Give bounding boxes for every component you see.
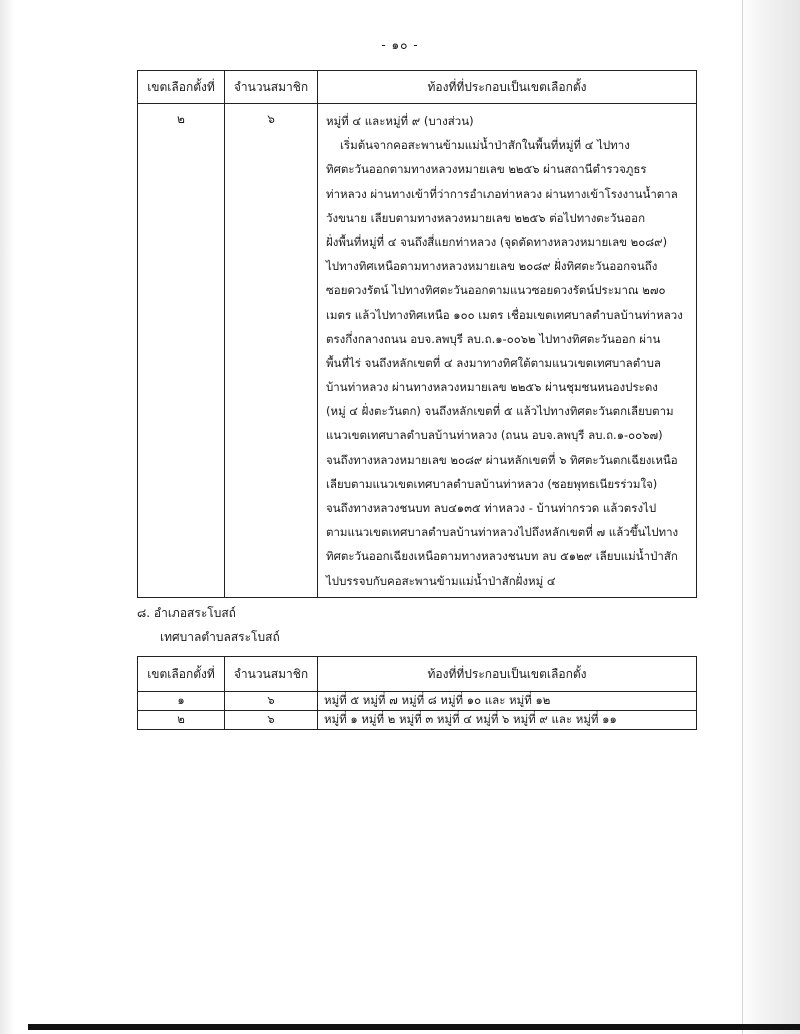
column-header-members: จำนวนสมาชิก: [225, 71, 318, 104]
column-header-district: เขตเลือกตั้งที่: [138, 657, 225, 692]
area-line: (หมู่ ๔ ฝั่งตะวันตก) จนถึงหลักเขตที่ ๕ แล้วไปทางทิศตะวันตกเลียบตาม: [326, 404, 674, 419]
scan-fold-line: [742, 0, 743, 1034]
area-line: เมตร แล้วไปทางทิศเหนือ ๑๐๐ เมตร เชื่อมเขตเทศบาลตำบลบ้านท่าหลวง: [326, 307, 683, 322]
section-subheading: เทศบาลตำบลสระโบสถ์: [160, 630, 280, 644]
area-line: จนถึงทางหลวงชนบท ลบ๔๑๓๕ ท่าหลวง - บ้านท่ากรวด แล้วตรงไป: [326, 501, 657, 515]
area-line: หมู่ที่ ๔ และหมู่ที่ ๙ (บางส่วน): [326, 114, 474, 128]
table-header-row: [138, 71, 697, 104]
table-row: [138, 711, 697, 730]
area-line: ทิศตะวันออกเฉียงเหนือตามทางหลวงชนบท ลบ ๕๑๒๙ เลียบแม่น้ำป่าสัก: [326, 549, 678, 564]
member-count: ๖: [225, 711, 318, 730]
area-description: หมู่ที่ ๑ หมู่ที่ ๒ หมู่ที่ ๓ หมู่ที่ ๔ หมู่ที่ ๖ หมู่ที่ ๙ และ หมู่ที่ ๑๑: [318, 711, 697, 730]
column-header-district: เขตเลือกตั้งที่: [138, 71, 225, 104]
scan-right-margin: [740, 0, 800, 1034]
table-row: [138, 692, 697, 711]
page-number: - ๑๐ -: [381, 38, 419, 52]
district-number: ๒: [138, 104, 225, 598]
area-description: [318, 104, 697, 598]
area-line: วังขนาย เลียบตามทางหลวงหมายเลข ๒๒๕๖ ต่อไปทางตะวันออก: [326, 210, 646, 225]
area-line: เลียบตามแนวเขตเทศบาลตำบลบ้านท่าหลวง (ซอยพุทธเนียรร่วมใจ): [326, 476, 658, 491]
member-count: ๖: [225, 104, 318, 598]
area-line: ฝั่งพื้นที่หมู่ที่ ๔ จนถึงสี่แยกท่าหลวง (จุดตัดทางหลวงหมายเลข ๒๐๘๙): [326, 234, 668, 249]
district-table-lower: [137, 656, 697, 730]
table-header-row: [138, 657, 697, 692]
area-line: จนถึงทางหลวงหมายเลข ๒๐๘๙ ผ่านหลักเขตที่ ๖ ทิศตะวันตกเฉียงเหนือ: [326, 452, 678, 467]
scan-bottom-edge: [28, 1024, 800, 1030]
page-edge-shadow: [0, 0, 14, 1034]
area-line: แนวเขตเทศบาลตำบลบ้านท่าหลวง (ถนน อบจ.ลพบุรี ลบ.ถ.๑-๐๐๖๗): [326, 428, 663, 443]
column-header-members: จำนวนสมาชิก: [225, 657, 318, 692]
table-row: [138, 104, 697, 598]
area-line: ตามแนวเขตเทศบาลตำบลบ้านท่าหลวงไปถึงหลักเขตที่ ๗ แล้วขึ้นไปทาง: [326, 525, 679, 540]
district-table-upper: [137, 70, 697, 598]
area-line: เริ่มต้นจากคอสะพานข้ามแม่น้ำป่าสักในพื้นที่หมู่ที่ ๔ ไปทาง: [340, 138, 630, 153]
column-header-area: ท้องที่ที่ประกอบเป็นเขตเลือกตั้ง: [318, 657, 697, 692]
district-number: ๒: [138, 711, 225, 730]
area-line: บ้านท่าหลวง ผ่านทางหลวงหมายเลข ๒๒๕๖ ผ่านชุมชนหนองประดง: [326, 380, 658, 395]
column-header-area: ท้องที่ที่ประกอบเป็นเขตเลือกตั้ง: [318, 71, 697, 104]
district-number: ๑: [138, 692, 225, 711]
area-line: ตรงกึ่งกลางถนน อบจ.ลพบุรี ลบ.ถ.๑-๐๐๖๒ ไปทางทิศตะวันออก ผ่าน: [326, 331, 661, 346]
area-line: ทิศตะวันออกตามทางหลวงหมายเลข ๒๒๕๖ ผ่านสถานีตำรวจภูธร: [326, 162, 647, 177]
area-description: หมู่ที่ ๕ หมู่ที่ ๗ หมู่ที่ ๘ หมู่ที่ ๑๐ และ หมู่ที่ ๑๒: [318, 692, 697, 711]
area-line: ซอยดวงรัตน์ ไปทางทิศตะวันออกตามแนวซอยดวงรัตน์ประมาณ ๒๗๐: [326, 283, 666, 298]
area-line: ท่าหลวง ผ่านทางเข้าที่ว่าการอำเภอท่าหลวง ผ่านทางเข้าโรงงานน้ำตาล: [326, 186, 678, 201]
section-heading: ๘. อำเภอสระโบสถ์: [137, 606, 236, 620]
member-count: ๖: [225, 692, 318, 711]
area-line: พื้นที่ไร่ จนถึงหลักเขตที่ ๔ ลงมาทางทิศใต้ตามแนวเขตเทศบาลตำบล: [326, 355, 661, 370]
area-line: ไปบรรจบกับคอสะพานข้ามแม่น้ำป่าสักฝั่งหมู่ ๔: [326, 573, 556, 588]
area-line: ไปทางทิศเหนือตามทางหลวงหมายเลข ๒๐๘๙ ฝั่งทิศตะวันออกจนถึง: [326, 259, 658, 274]
